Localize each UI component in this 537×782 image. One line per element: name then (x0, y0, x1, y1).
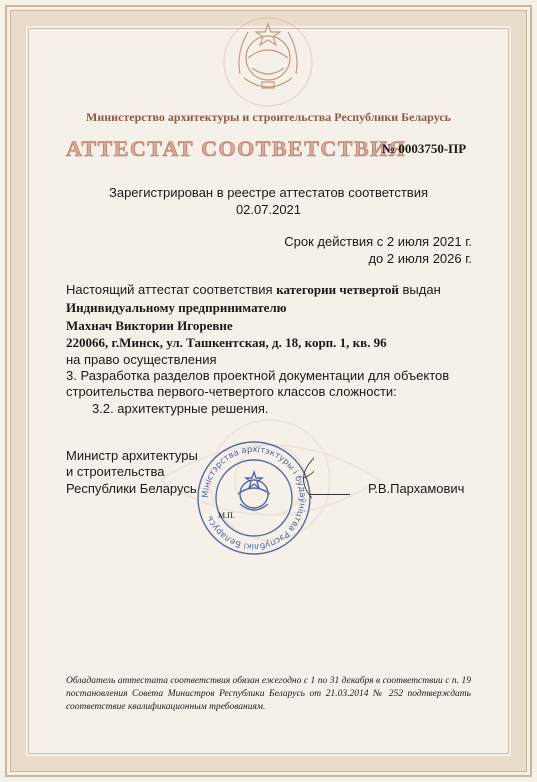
signature-line (310, 494, 350, 495)
activity-line-1: 3. Разработка разделов проектной документации для объектов (66, 368, 450, 383)
footnote: Обладатель аттестата соответствия обязан ежегодно с 1 по 31 декабря в соответствии с п. 19 постановления Совета Министров Республики Беларусь от 21.03.2014 № 252 подтверждать соответствие квалификационным требованиям. (66, 676, 471, 712)
ministry-name: Министерство архитектуры и строительства Республики Беларусь (86, 110, 451, 124)
validity-to: до 2 июля 2026 г. (368, 251, 472, 266)
activity-line-3: 3.2. архитектурные решения. (92, 401, 269, 416)
issuance-suffix: выдан (398, 282, 441, 297)
svg-text:Міністэрства архітэктуры і буд (201, 445, 307, 551)
activity-line-2: строительства первого-четвертого классов сложности: (66, 384, 397, 399)
signer-position-1: Министр архитектуры (66, 448, 198, 463)
holder-type: Индивидуальному предпринимателю (66, 300, 287, 315)
certificate-title: АТТЕСТАТ СООТВЕТСТВИЯ (66, 136, 407, 161)
registration-text: Зарегистрирован в реестре аттестатов соответствия (108, 185, 428, 200)
certificate-number: № 0003750-ПР (382, 141, 467, 156)
category-text: категории четвертой (276, 282, 399, 297)
signer-position-3: Республики Беларусь (66, 481, 197, 496)
issuance-line (66, 282, 441, 298)
holder-name: Махнач Виктории Игоревне (66, 318, 233, 333)
registration-date: 02.07.2021 (235, 202, 302, 217)
mp-label: М.П. (218, 511, 235, 520)
purpose-text: на право осуществления (66, 352, 217, 367)
issuance-prefix: Настоящий аттестат соответствия (66, 282, 277, 297)
holder-address: 220066, г.Минск, ул. Ташкентская, д. 18, корп. 1, кв. 96 (66, 335, 387, 350)
seal-text: Міністэрства архітэктуры і будаўніцтва Рэспублікі Беларусь (200, 444, 308, 552)
signer-name: Р.В.Пархамович (368, 481, 465, 496)
signer-position-2: и строительства (66, 464, 165, 479)
state-emblem-icon (218, 12, 318, 112)
official-seal-icon (194, 438, 314, 558)
validity-from: Срок действия с 2 июля 2021 г. (284, 234, 472, 249)
